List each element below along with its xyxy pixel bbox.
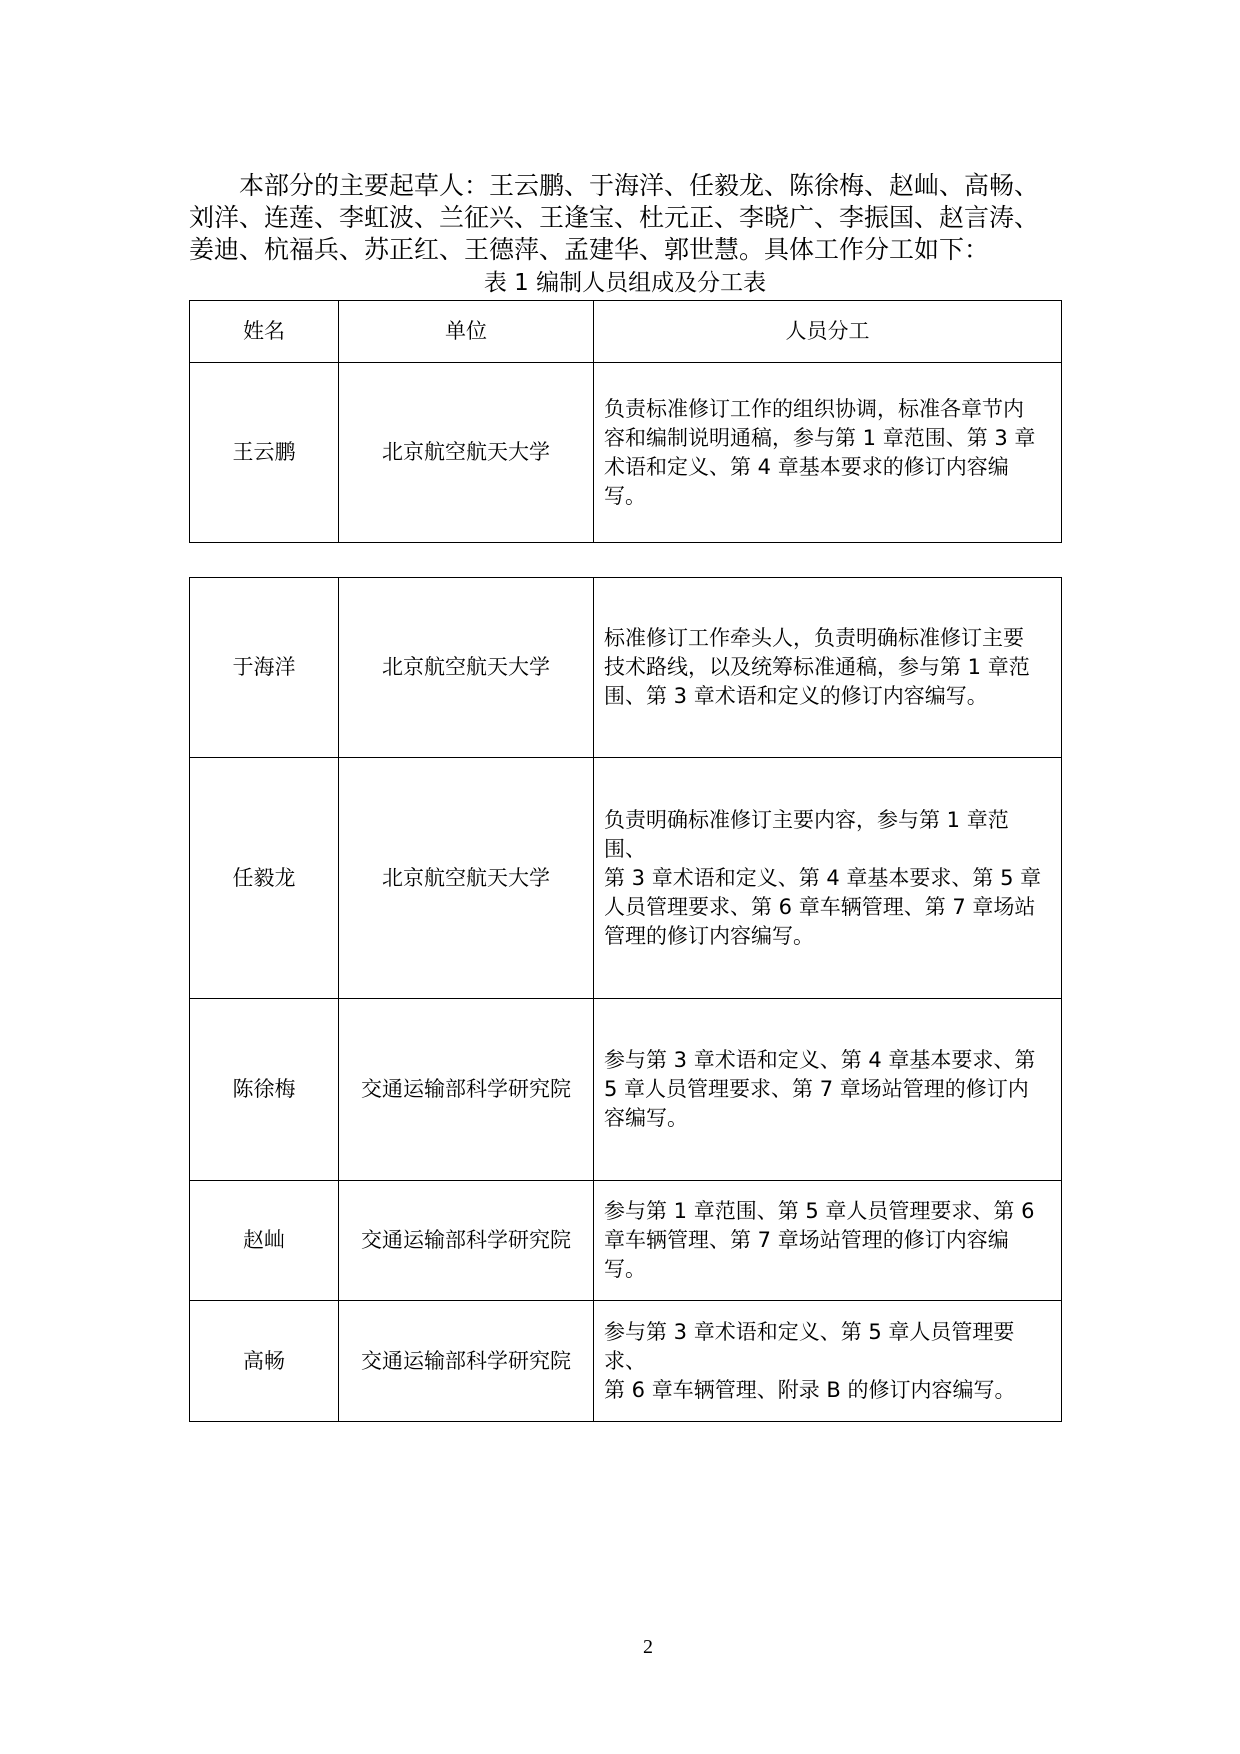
cell-unit: 交通运输部科学研究院 <box>339 999 594 1181</box>
duty-line: 参与第 1 章范围、第 5 章人员管理要求、第 6 <box>604 1199 1035 1223</box>
page-number: 2 <box>643 1636 653 1658</box>
cell-unit: 交通运输部科学研究院 <box>339 1181 594 1301</box>
cell-unit: 北京航空航天大学 <box>339 758 594 999</box>
intro-line: 姜迪、杭福兵、苏正红、王德萍、孟建华、郭世慧。具体工作分工如下： <box>189 235 990 264</box>
duty-line: 术语和定义、第 4 章基本要求的修订内容编 <box>604 454 1009 479</box>
duty-line: 技术路线，以及统筹标准通稿，参与第 1 章范 <box>604 655 1030 679</box>
intro-paragraph <box>189 170 1069 266</box>
duty-line: 标准修订工作牵头人，负责明确标准修订主要 <box>604 626 1024 650</box>
duty-line: 负责标准修订工作的组织协调，标准各章节内 <box>604 396 1024 421</box>
header-unit: 单位 <box>339 301 594 363</box>
cell-name: 赵屾 <box>190 1181 339 1301</box>
header-duty: 人员分工 <box>594 301 1062 363</box>
cell-name: 任毅龙 <box>190 758 339 999</box>
table-row <box>190 758 1062 999</box>
duty-line: 负责明确标准修订主要内容，参与第 1 章范 <box>604 807 1009 832</box>
header-name: 姓名 <box>190 301 339 363</box>
cell-unit: 北京航空航天大学 <box>339 578 594 758</box>
duty-line: 第 3 章术语和定义、第 4 章基本要求、第 5 章 <box>604 865 1042 890</box>
table-row <box>190 1181 1062 1301</box>
table-row <box>190 363 1062 543</box>
cell-duty <box>594 758 1062 999</box>
duty-line: 围、 <box>604 836 646 861</box>
cell-duty <box>594 999 1062 1181</box>
intro-line: 刘洋、连莲、李虹波、兰征兴、王逢宝、杜元正、李晓广、李振国、赵言涛、 <box>189 203 1040 232</box>
staff-table-part1 <box>189 300 1062 543</box>
cell-name: 高畅 <box>190 1301 339 1422</box>
table-row <box>190 999 1062 1181</box>
duty-line: 容编写。 <box>604 1106 688 1130</box>
cell-unit: 北京航空航天大学 <box>339 363 594 543</box>
duty-line: 人员管理要求、第 6 章车辆管理、第 7 章场站 <box>604 894 1036 919</box>
duty-line: 写。 <box>604 1257 646 1281</box>
duty-line: 容和编制说明通稿，参与第 1 章范围、第 3 章 <box>604 425 1036 450</box>
duty-line: 求、 <box>604 1348 646 1373</box>
cell-duty <box>594 1301 1062 1422</box>
staff-table-part2 <box>189 577 1062 1422</box>
duty-line: 参与第 3 章术语和定义、第 4 章基本要求、第 <box>604 1048 1036 1072</box>
cell-duty <box>594 578 1062 758</box>
intro-line: 本部分的主要起草人：王云鹏、于海洋、任毅龙、陈徐梅、赵屾、高畅、 <box>239 171 1040 200</box>
cell-name: 陈徐梅 <box>190 999 339 1181</box>
duty-line: 围、第 3 章术语和定义的修订内容编写。 <box>604 684 988 708</box>
table-caption: 表 1 编制人员组成及分工表 <box>483 270 767 296</box>
duty-line: 管理的修订内容编写。 <box>604 923 814 948</box>
duty-line: 写。 <box>604 483 646 508</box>
duty-line: 章车辆管理、第 7 章场站管理的修订内容编 <box>604 1228 1009 1252</box>
duty-line: 第 6 章车辆管理、附录 B 的修订内容编写。 <box>604 1377 1016 1402</box>
table-row <box>190 1301 1062 1422</box>
cell-unit: 交通运输部科学研究院 <box>339 1301 594 1422</box>
table-row <box>190 578 1062 758</box>
cell-name: 于海洋 <box>190 578 339 758</box>
table-header-row <box>190 301 1062 363</box>
duty-line: 参与第 3 章术语和定义、第 5 章人员管理要 <box>604 1319 1015 1344</box>
duty-line: 5 章人员管理要求、第 7 章场站管理的修订内 <box>604 1077 1029 1101</box>
cell-duty <box>594 363 1062 543</box>
cell-name: 王云鹏 <box>190 363 339 543</box>
cell-duty <box>594 1181 1062 1301</box>
